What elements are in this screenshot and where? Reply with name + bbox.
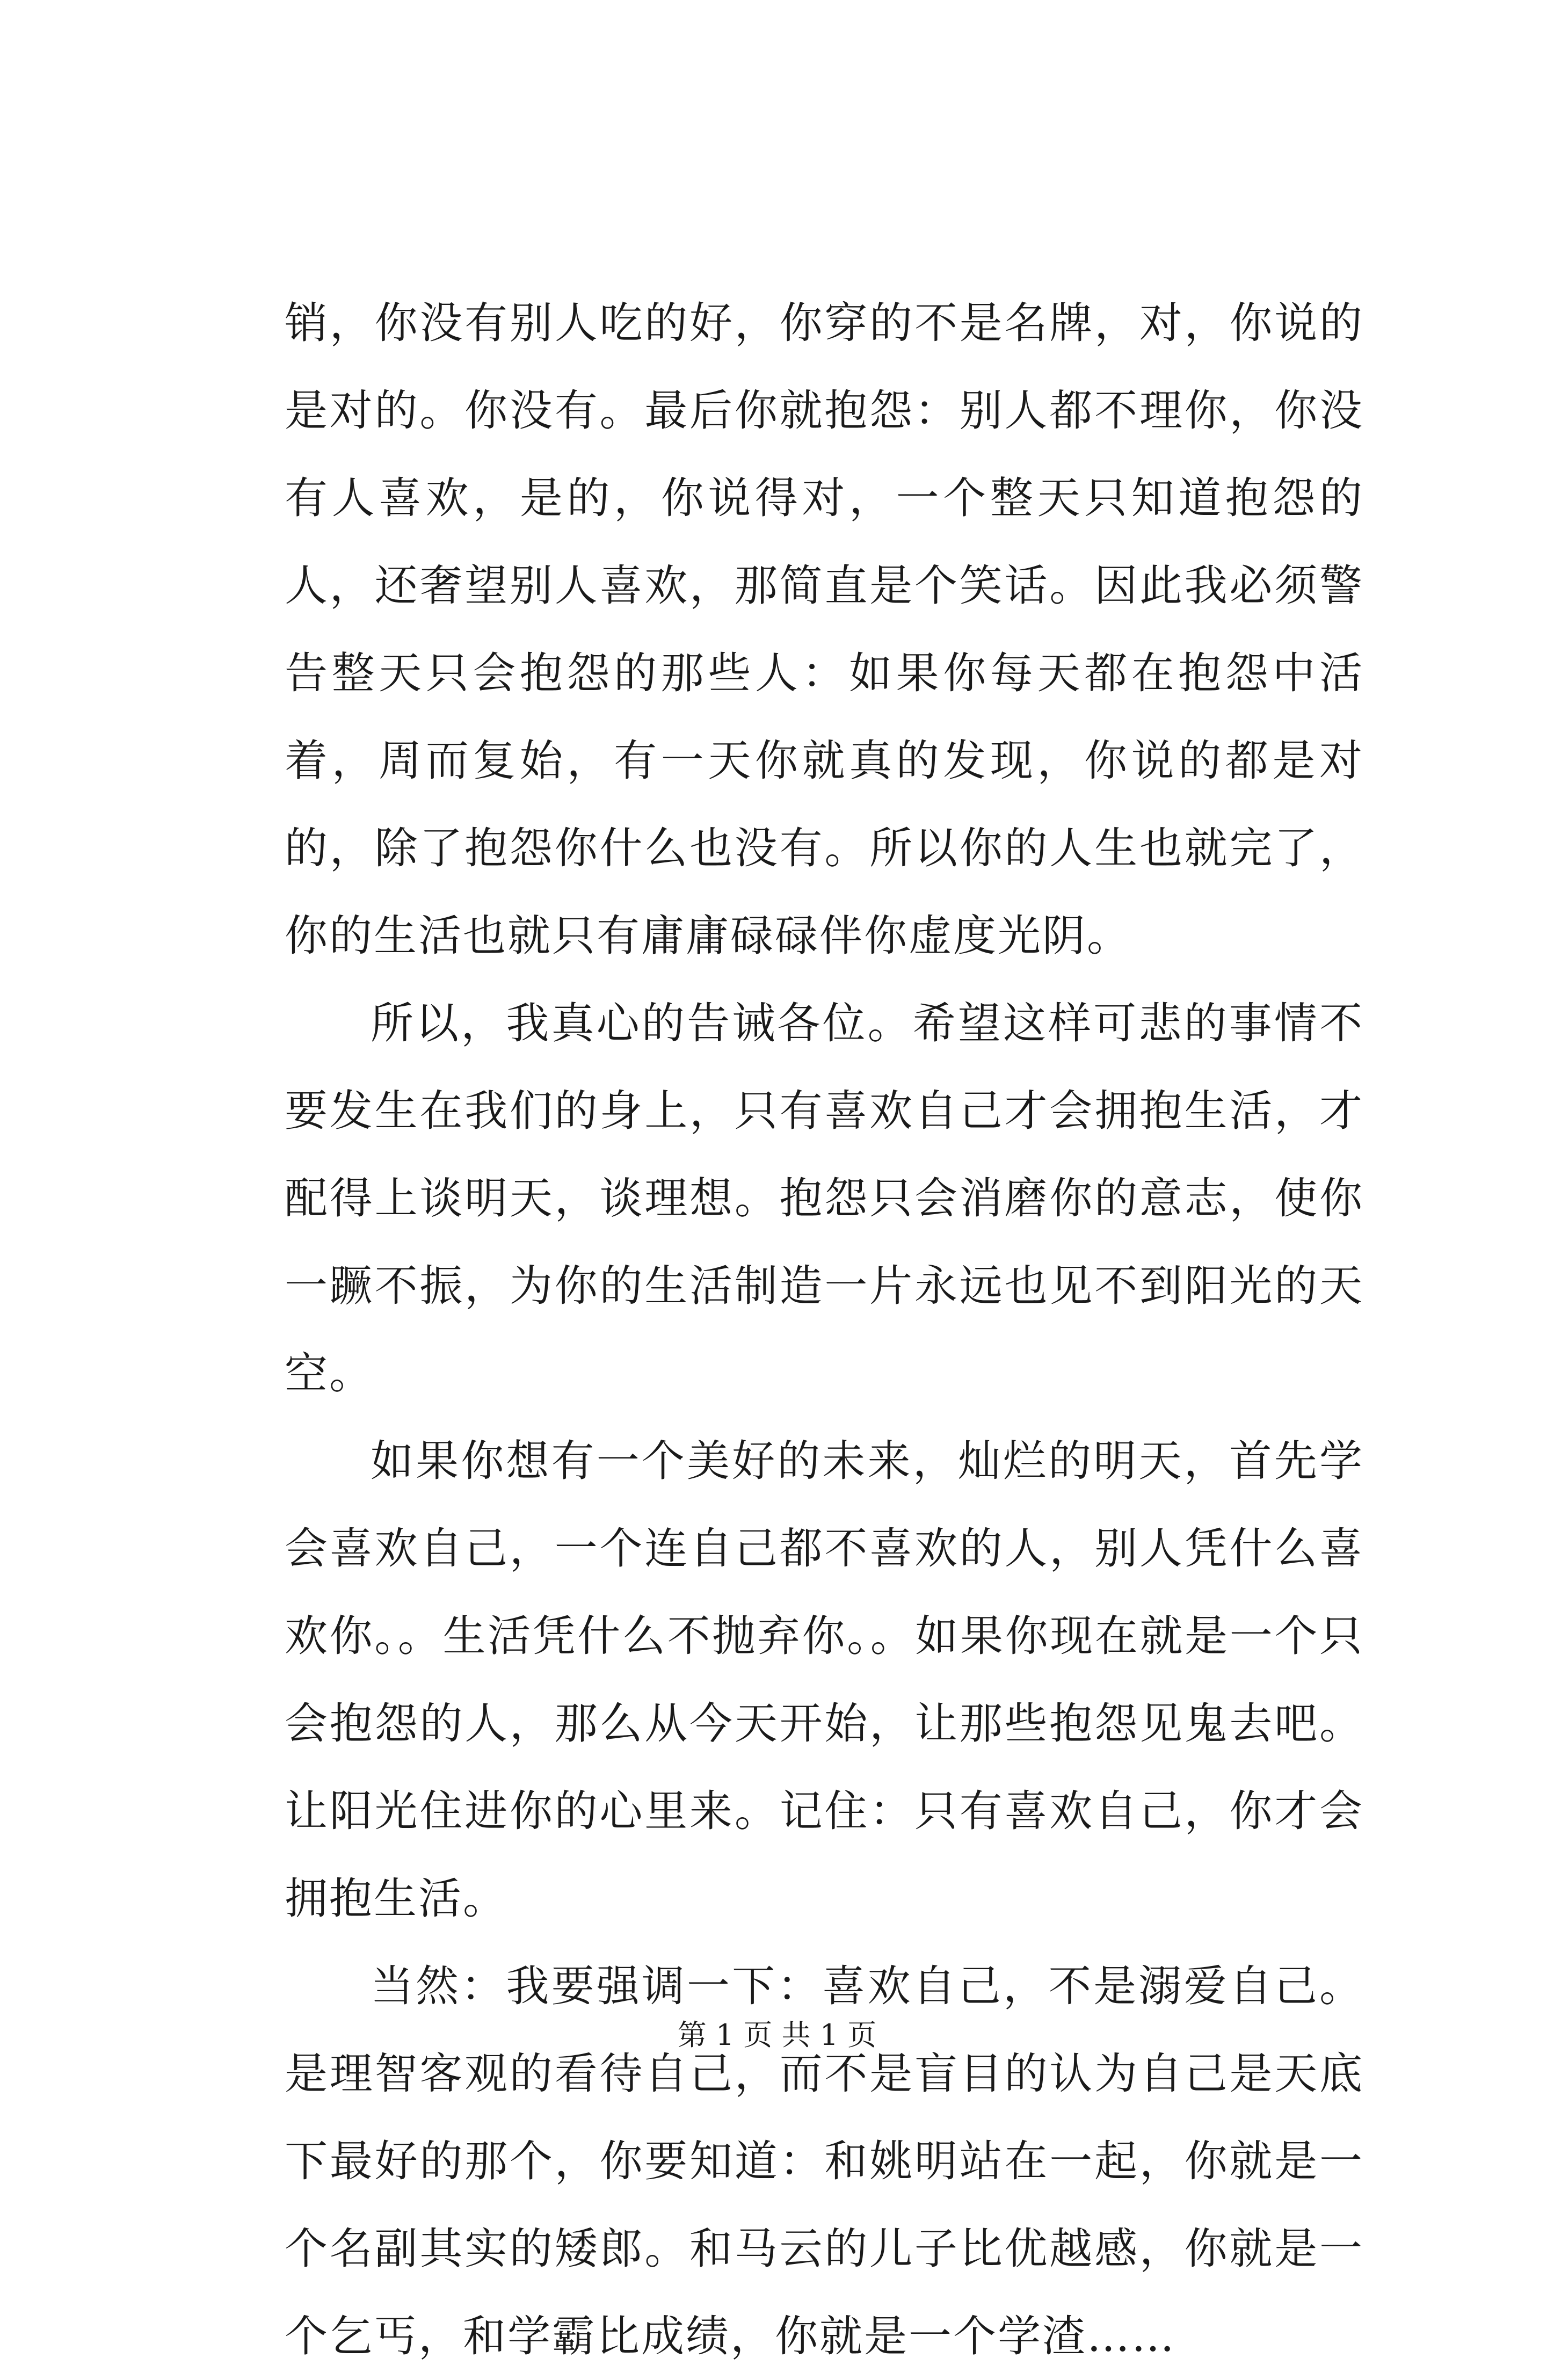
paragraph-4: 当然：我要强调一下：喜欢自己，不是溺爱自己。是理智客观的看待自己，而不是盲目的认为自己是天底下最好的那个，你要知道：和姚明站在一起，你就是一个名副其实的矮郎。和马云的儿子比优越感，你就是一个乞丐，和学霸比成绩，你就是一个学渣…… xyxy=(285,1961,1364,2361)
paragraph-1: 销，你没有别人吃的好，你穿的不是名牌，对，你说的是对的。你没有。最后你就抱怨：别人都不理你，你没有人喜欢，是的，你说得对，一个整天只知道抱怨的人，还奢望别人喜欢，那简直是个笑话。因此我必须警告整天只会抱怨的那些人：如果你每天都在抱怨中活着，周而复始，有一天你就真的发现，你说的都是对的，除了抱怨你什么也没有。所以你的人生也就完了，你的生活也就只有庸庸碌碌伴你虚度光阴。 xyxy=(285,298,1364,961)
page-footer: 第 1 页 共 1 页 xyxy=(677,2018,877,2052)
document-body xyxy=(285,279,1364,2380)
paragraph-2: 所以，我真心的告诫各位。希望这样可悲的事情不要发生在我们的身上，只有喜欢自己才会拥抱生活，才配得上谈明天，谈理想。抱怨只会消磨你的意志，使你一蹶不振，为你的生活制造一片永远也见不到阳光的天空。 xyxy=(285,998,1364,1398)
paragraph-3: 如果你想有一个美好的未来，灿烂的明天，首先学会喜欢自己，一个连自己都不喜欢的人，别人凭什么喜欢你。。生活凭什么不抛弃你。。如果你现在就是一个只会抱怨的人，那么从今天开始，让那些抱怨见鬼去吧。让阳光住进你的心里来。记住：只有喜欢自己，你才会拥抱生活。 xyxy=(285,1436,1364,1924)
